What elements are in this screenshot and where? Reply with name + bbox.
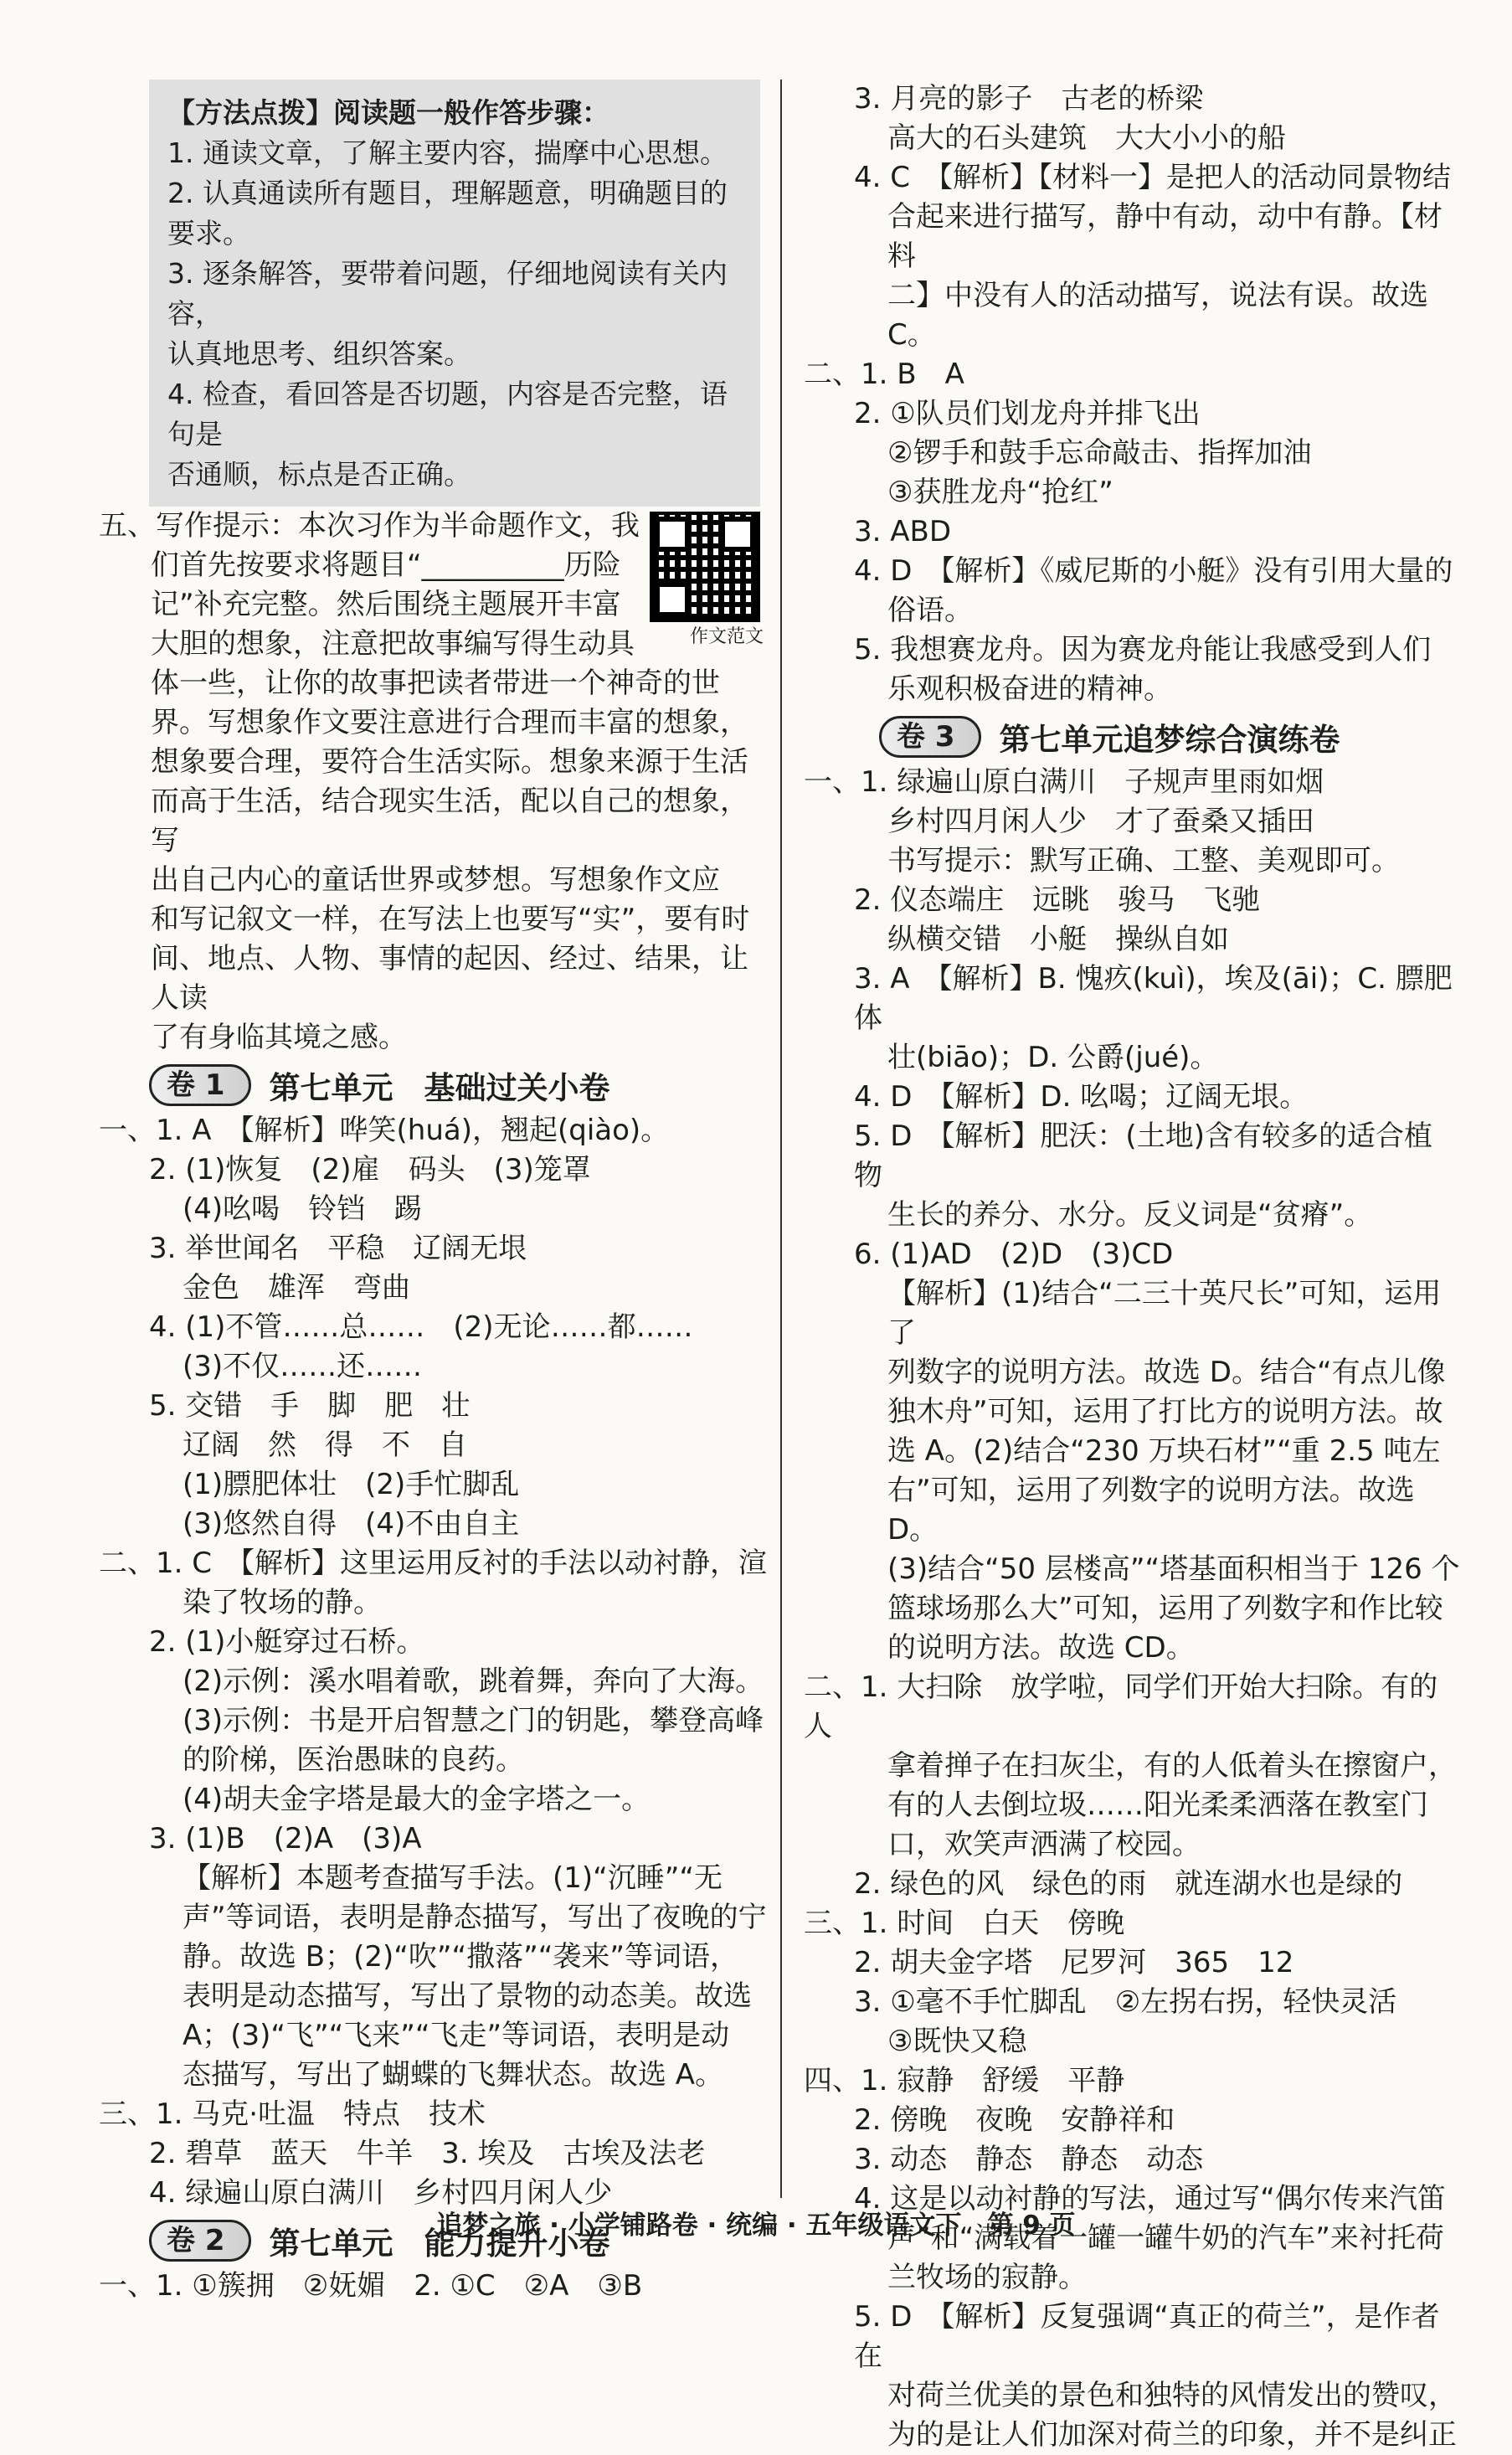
answer-line: 静。故选 B；(2)“吹”“撒落”“袭来”等词语，: [183, 1940, 738, 1974]
writing-line: 界。写想象作文要注意进行合理而丰富的想象，: [151, 706, 748, 739]
answer-line: (3)示例：书是开启智慧之门的钥匙，攀登高峰: [183, 1704, 764, 1737]
answer-line: 2. ①队员们划龙舟并排飞出: [854, 397, 1201, 430]
section-title: 第七单元 基础过关小卷: [269, 1070, 610, 1106]
writing-line: 出自己内心的童话世界或梦想。写想象作文应: [151, 863, 720, 897]
answer-line: (4)吆喝 铃铛 踢: [183, 1192, 423, 1226]
tip-line: 【方法点拨】阅读题一般作答步骤：: [167, 96, 609, 129]
answer-line: 3. 动态 静态 静态 动态: [854, 2143, 1204, 2176]
answer-line: 二、1. B A: [804, 358, 964, 391]
answer-line: 2. (1)恢复 (2)雇 码头 (3)笼罩: [149, 1153, 591, 1186]
answer-line: 5. 交错 手 脚 肥 壮: [149, 1389, 471, 1423]
writing-line: 想象要合理，要符合生活实际。想象来源于生活: [151, 745, 748, 779]
writing-line: 大胆的想象，注意把故事编写得生动具: [151, 627, 635, 661]
answer-line: 3. ①毫不手忙脚乱 ②左拐右拐，轻快灵活: [854, 1985, 1397, 2019]
answer-line: (3)不仅……还……: [183, 1350, 423, 1383]
writing-line: 体一些，让你的故事把读者带进一个神奇的世: [151, 667, 720, 700]
answer-line: 选 A。(2)结合“230 万块石材”“重 2.5 吨左: [887, 1434, 1441, 1468]
answer-line: 4. 绿遍山原白满川 乡村四月闲人少: [149, 2176, 613, 2210]
section-title: 第七单元追梦综合演练卷: [999, 722, 1340, 758]
answer-line: ②锣手和鼓手忘命敲击、指挥加油: [887, 436, 1312, 470]
tip-line: 4. 检查，看回答是否切题，内容是否完整，语句是: [167, 378, 728, 450]
answer-line: 4. D 【解析】D. 吆喝；辽阔无垠。: [854, 1080, 1309, 1114]
answer-line: (3)悠然自得 (4)不由自主: [183, 1507, 520, 1541]
section-badge: 卷 2: [149, 2220, 251, 2262]
page-footer: 追梦之旅 · 小学铺路卷 · 统编 · 五年级语文下 第 9 页: [436, 2211, 1076, 2241]
answer-line: 4. C 【解析】【材料一】是把人的活动同景物结: [854, 161, 1451, 194]
answer-line: 5. D 【解析】肥沃：(土地)含有较多的适合植物: [854, 1119, 1432, 1192]
answer-line: (3)结合“50 层楼高”“塔基面积相当于 126 个: [887, 1552, 1460, 1586]
writing-line: 和写记叙文一样，在写法上也要写“实”，要有时: [151, 903, 750, 936]
answer-line: 壮(biāo)；D. 公爵(jué)。: [887, 1041, 1219, 1074]
answer-line: 篮球场那么大”可知，运用了列数字和作比较: [887, 1592, 1443, 1625]
tip-line: 2. 认真通读所有题目，理解题意，明确题目的要求。: [167, 177, 728, 250]
writing-line: 了有身临其境之感。: [151, 1021, 407, 1054]
answer-line: 3. (1)B (2)A (3)A: [149, 1822, 422, 1855]
answer-line: 二、1. C 【解析】这里运用反衬的手法以动衬静，渲: [99, 1547, 767, 1580]
answer-line: 二、1. 大扫除 放学啦，同学们开始大扫除。有的人: [804, 1670, 1438, 1743]
answer-line: 5. 我想赛龙舟。因为赛龙舟能让我感受到人们: [854, 633, 1432, 667]
answer-line: 2. 傍晚 夜晚 安静祥和: [854, 2103, 1175, 2137]
answer-line: (4)胡夫金字塔是最大的金字塔之一。: [183, 1783, 651, 1816]
answer-line: 2. 胡夫金字塔 尼罗河 365 12: [854, 1946, 1294, 1979]
answer-line: 一、1. ①簇拥 ②妩媚 2. ①C ②A ③B: [99, 2269, 643, 2303]
answer-line: 2. 仪态端庄 远眺 骏马 飞驰: [854, 883, 1261, 917]
writing-line: 间、地点、人物、事情的起因、经过、结果，让人读: [151, 942, 748, 1015]
answer-line: 高大的石头建筑 大大小小的船: [887, 121, 1286, 155]
answer-line: 4. 这是以动衬静的写法，通过写“偶尔传来汽笛: [854, 2182, 1446, 2216]
answer-line: 口，欢笑声洒满了校园。: [887, 1828, 1201, 1861]
answer-line: 【解析】本题考查描写手法。(1)“沉睡”“无: [183, 1861, 723, 1895]
tip-line: 否通顺，标点是否正确。: [167, 458, 471, 491]
answer-line: 乡村四月闲人少 才了蚕桑又插田: [887, 805, 1314, 838]
answer-line: 的阶梯，医治愚昧的良药。: [183, 1743, 524, 1777]
answer-line: A；(3)“飞”“飞来”“飞走”等词语，表明是动: [183, 2019, 730, 2052]
answer-line: 5. D 【解析】反复强调“真正的荷兰”，是作者在: [854, 2300, 1440, 2373]
answer-line: 的说明方法。故选 CD。: [887, 1631, 1195, 1665]
answer-line: 对荷兰优美的景色和独特的风情发出的赞叹，: [887, 2379, 1457, 2412]
answer-line: 纵横交错 小艇 操纵自如: [887, 923, 1229, 956]
answer-line: 书写提示：默写正确、工整、美观即可。: [887, 844, 1400, 878]
answer-line: 三、1. 马克·吐温 特点 技术: [99, 2097, 486, 2131]
answer-line: 一、1. A 【解析】哗笑(huá)，翘起(qiào)。: [99, 1114, 670, 1147]
answer-line: 2. 绿色的风 绿色的雨 就连湖水也是绿的: [854, 1867, 1403, 1901]
answer-line: (2)示例：溪水唱着歌，跳着舞，奔向了大海。: [183, 1665, 764, 1698]
section-header-1: [149, 1063, 769, 1108]
answer-line: 6. (1)AD (2)D (3)CD: [854, 1238, 1174, 1271]
writing-line: 记”补充完整。然后围绕主题展开丰富: [151, 588, 621, 621]
answer-line: 四、1. 寂静 舒缓 平静: [804, 2064, 1125, 2097]
answer-line: 染了牧场的静。: [183, 1586, 382, 1619]
answer-line: 声”和“满载着一罐一罐牛奶的汽车”来衬托荷: [887, 2221, 1444, 2255]
answer-line: 辽阔 然 得 不 自: [183, 1428, 467, 1462]
section-badge: 卷 3: [879, 716, 981, 758]
answer-line: 有的人去倒垃圾……阳光柔柔洒落在教室门: [887, 1788, 1428, 1822]
answer-line: 声”等词语，表明是静态描写，写出了夜晚的宁: [183, 1901, 767, 1934]
answer-line: 3. ABD: [854, 515, 952, 548]
tip-line: 3. 逐条解答，要带着问题，仔细地阅读有关内容，: [167, 257, 728, 330]
method-tip-box: [149, 80, 760, 507]
answer-line: 表明是动态描写，写出了景物的动态美。故选: [183, 1979, 752, 2013]
qr-caption: 作文范文: [689, 626, 764, 647]
left-column: [99, 80, 769, 2306]
answer-line: 生长的养分、水分。反义词是“贫瘠”。: [887, 1198, 1373, 1232]
tip-line: 认真地思考、组织答案。: [167, 337, 471, 370]
answer-line: 4. (1)不管……总…… (2)无论……都……: [149, 1310, 693, 1344]
answer-line: 2. (1)小艇穿过石桥。: [149, 1625, 425, 1659]
answer-line: 金色 雄浑 弯曲: [183, 1271, 410, 1305]
answer-line: 3. 月亮的影子 古老的桥梁: [854, 82, 1204, 116]
answer-line: 2. 碧草 蓝天 牛羊 3. 埃及 古埃及法老: [149, 2137, 706, 2170]
writing-line: 而高于生活，结合现实生活，配以自己的想象，写: [151, 785, 748, 857]
column-divider: [780, 80, 782, 2198]
answer-line: 3. A 【解析】B. 愧疚(kuì)，埃及(āi)；C. 膘肥体: [854, 962, 1453, 1035]
answer-line: 三、1. 时间 白天 傍晚: [804, 1907, 1125, 1940]
answer-line: 俗语。: [887, 594, 973, 627]
tip-line: 1. 通读文章，了解主要内容，揣摩中心思想。: [167, 136, 728, 169]
answer-line: 3. 举世闻名 平稳 辽阔无垠: [149, 1232, 527, 1265]
qr-code-icon[interactable]: [650, 512, 760, 622]
answer-line: 【解析】(1)结合“二三十英尺长”可知，运用了: [887, 1277, 1442, 1350]
answer-line: 列数字的说明方法。故选 D。结合“有点儿像: [887, 1356, 1446, 1389]
writing-line: 五、写作提示：本次习作为半命题作文，我: [99, 509, 640, 543]
answer-line: 拿着掸子在扫灰尘，有的人低着头在擦窗户，: [887, 1749, 1457, 1783]
answer-line: 态描写，写出了蝴蝶的飞舞状态。故选 A。: [183, 2058, 724, 2092]
writing-tip: [99, 507, 769, 1058]
answer-line: 二】中没有人的活动描写，说法有误。故选 C。: [887, 279, 1437, 352]
section-title: 第七单元 能力提升小卷: [269, 2226, 610, 2262]
answer-line: 兰牧场的寂静。: [887, 2261, 1087, 2294]
answer-line: ③获胜龙舟“抢红”: [887, 476, 1113, 509]
writing-line: 们首先按要求将题目“__________历险: [151, 548, 621, 582]
answer-line: 为的是让人们加深对荷兰的印象，并不是纠正: [887, 2418, 1457, 2452]
answer-line: 独木舟”可知，运用了打比方的说明方法。故: [887, 1395, 1443, 1428]
answer-line: (1)膘肥体壮 (2)手忙脚乱: [183, 1468, 520, 1501]
answer-line: 合起来进行描写，静中有动，动中有静。【材料: [887, 200, 1443, 273]
answer-line: 4. D 【解析】《威尼斯的小艇》没有引用大量的: [854, 554, 1453, 588]
answer-line: 一、1. 绿遍山原白满川 子规声里雨如烟: [804, 765, 1324, 799]
answer-line: 右”可知，运用了列数字的说明方法。故选 D。: [887, 1474, 1424, 1547]
answer-line: ③既快又稳: [887, 2025, 1027, 2058]
section-header-3: [879, 714, 1460, 759]
answer-line: 乐观积极奋进的精神。: [887, 672, 1172, 706]
section-badge: 卷 1: [149, 1064, 251, 1106]
right-column: [804, 80, 1460, 2455]
